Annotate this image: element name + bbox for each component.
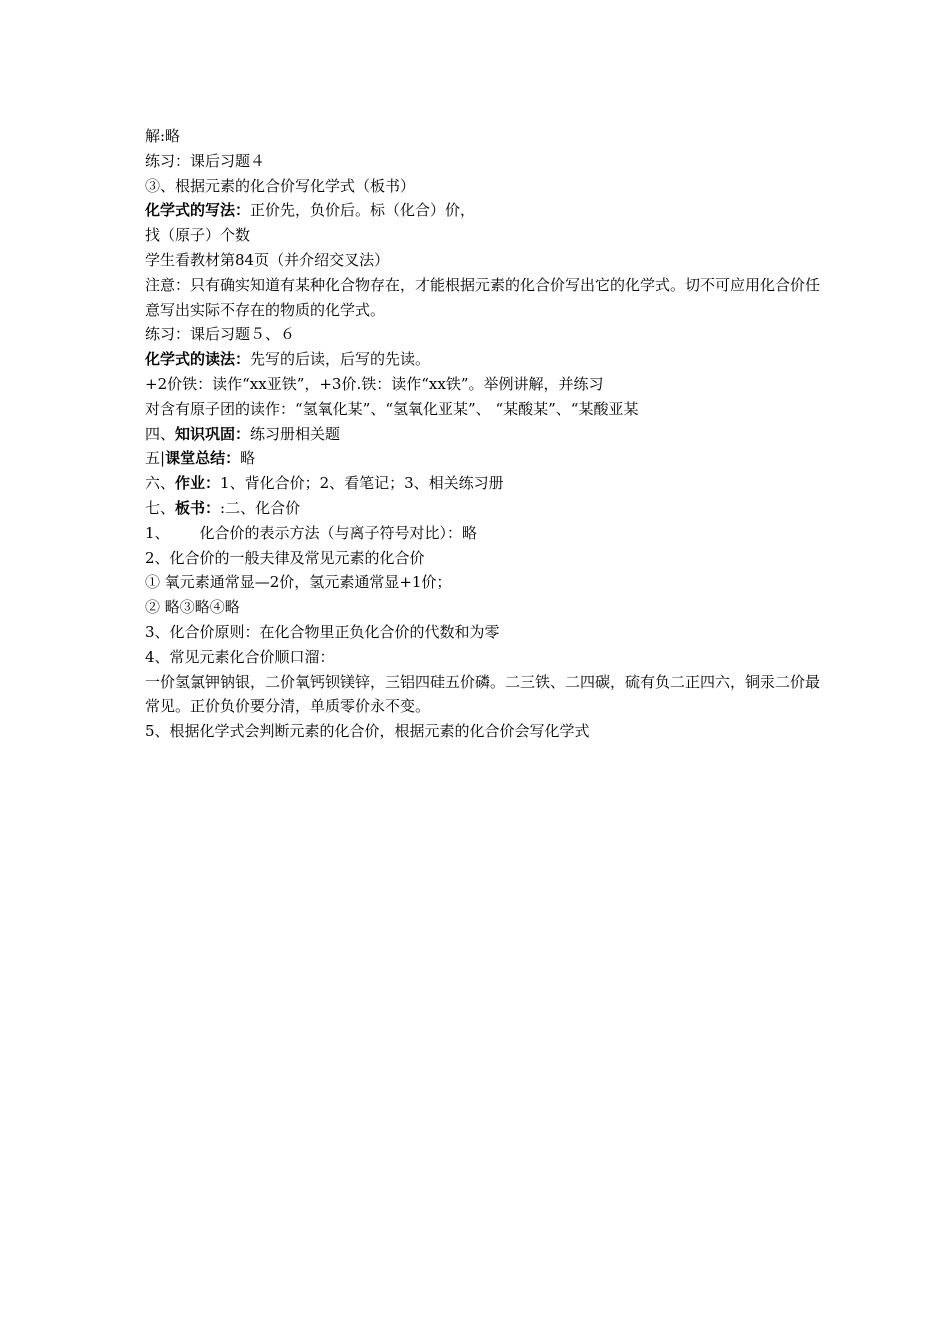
section-four-text: 练习册相关题	[250, 424, 341, 443]
radical-reading-line: 对含有原子团的读作：“氢氧化某”、“氢氧化亚某”、 “某酸某”、“某酸亚某	[145, 399, 639, 418]
section-five-heading: 课堂总结：	[165, 449, 241, 468]
section-six	[145, 471, 825, 496]
document-body	[145, 124, 825, 744]
board-item-5: 5、根据化学式会判断元素的化合价，根据元素的化合价会写化学式	[145, 722, 590, 741]
formula-reading-rule	[145, 347, 825, 372]
board-item-2-sub-1: ① 氧元素通常显—2价，氢元素通常显+1价；	[145, 573, 452, 592]
formula-writing-heading: 化学式的写法：	[145, 201, 251, 220]
board-item-2-sub-2: ② 略③略④略	[145, 598, 240, 617]
section-six-heading: 作业：	[175, 474, 221, 493]
section-five-number: 五|	[145, 449, 166, 468]
section-five	[145, 446, 825, 471]
section-seven-text: :二、化合价	[220, 498, 301, 517]
board-item-3: 3、化合价原则：在化合物里正负化合价的代数和为零	[145, 622, 500, 641]
textbook-reference: 学生看教材第84页（并介绍交叉法）	[145, 250, 390, 269]
answer-line: 解:略	[145, 127, 181, 145]
board-item-1	[145, 521, 825, 546]
section-six-number: 六、	[145, 474, 176, 493]
formula-writing-rule	[145, 198, 825, 223]
valence-rhyme: 一价氢氯钾钠银，二价氧钙钡镁锌，三铝四硅五价磷。二三铁、二四碳，硫有负二正四六，铜汞二价最常见。正价负价要分清，单质零价永不变。	[145, 672, 821, 716]
formula-reading-heading: 化学式的读法：	[145, 350, 251, 369]
section-seven	[145, 496, 825, 521]
section-write-formula: ③、根据元素的化合价写化学式（板书）	[145, 176, 416, 195]
iron-reading-line: +2价铁：读作“xx亚铁”，+3价.铁：读作“xx铁”。举例讲解，并练习	[145, 374, 604, 393]
board-item-2: 2、化合价的一般夫律及常见元素的化合价	[145, 548, 425, 567]
board-item-1-number: 1、	[145, 523, 170, 542]
find-atom-count: 找（原子）个数	[145, 226, 251, 245]
section-five-text: 略	[240, 449, 256, 468]
note-paragraph: 注意：只有确实知道有某种化合物存在，才能根据元素的化合价写出它的化学式。切不可应用化合价任意写出实际不存在的物质的化学式。	[145, 275, 821, 319]
board-item-4: 4、常见元素化合价顺口溜：	[145, 647, 335, 666]
section-four-number: 四、	[145, 424, 176, 443]
section-seven-number: 七、	[145, 498, 176, 517]
practice-line-4: 练习：课后习题４	[145, 151, 266, 170]
formula-reading-text: 先写的后读，后写的先读。	[250, 350, 431, 369]
section-six-text: 1、背化合价；2、看笔记；3、相关练习册	[220, 474, 504, 493]
section-four	[145, 422, 825, 447]
formula-writing-text: 正价先，负价后。标（化合）价，	[250, 201, 476, 220]
section-seven-heading: 板书：	[175, 498, 221, 517]
practice-line-5-6: 练习：课后习题５、６	[145, 325, 296, 344]
board-item-1-text: 化合价的表示方法（与离子符号对比）：略	[199, 523, 478, 542]
section-four-heading: 知识巩固：	[175, 424, 251, 443]
